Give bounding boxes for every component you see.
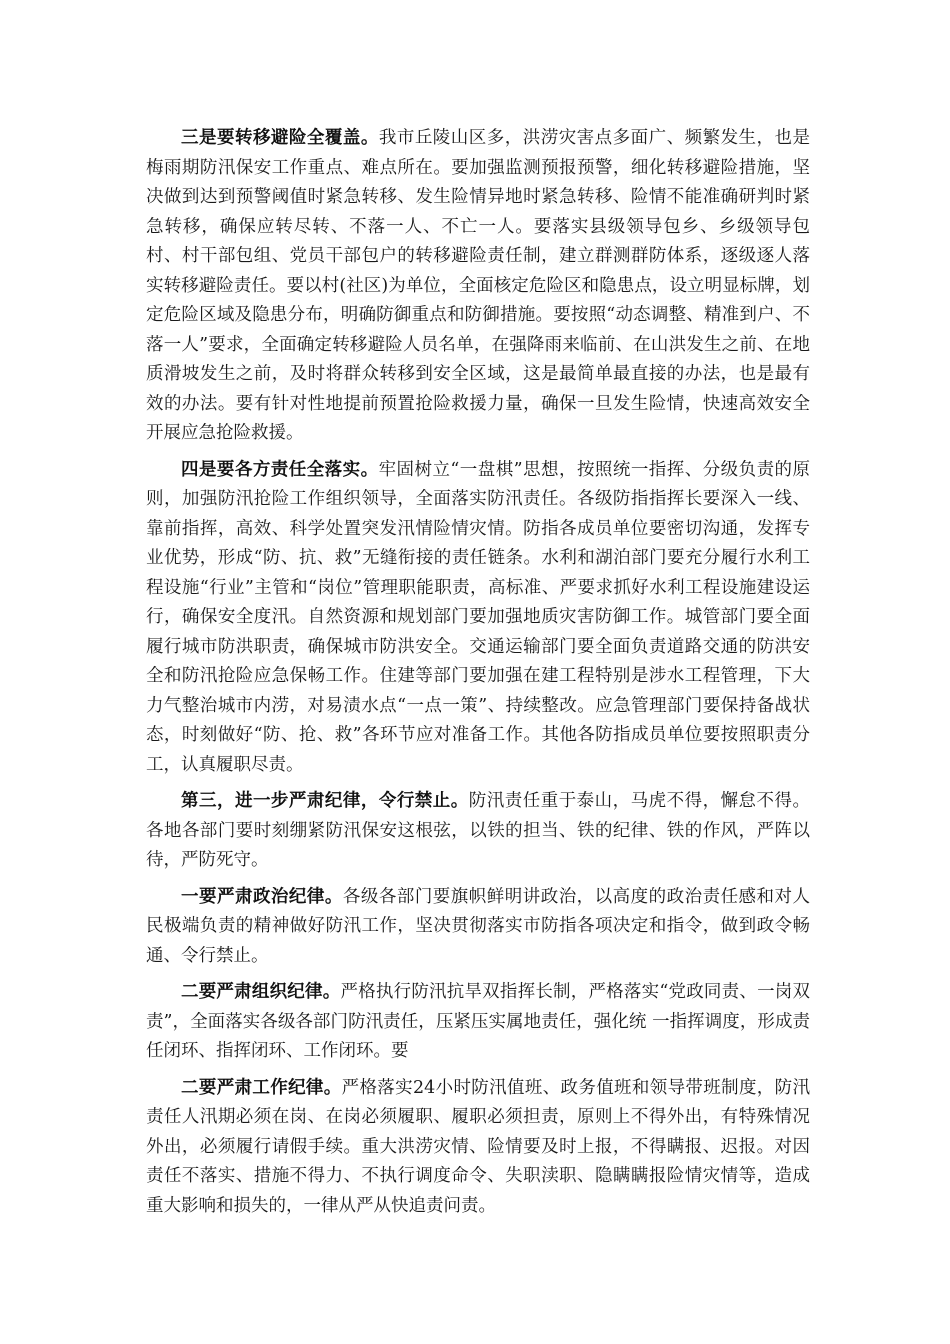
paragraph-heading: 二要严肃组织纪律。	[181, 982, 341, 1002]
paragraph-discipline	[146, 787, 810, 876]
paragraph-heading: 第三，进一步严肃纪律，令行禁止。	[181, 791, 469, 811]
document-body	[146, 124, 810, 1228]
paragraph-text: 我市丘陵山区多，洪涝灾害点多面广、频繁发生，也是梅雨期防汛保安工作重点、难点所在。要加强监测预报预警，细化转移避险措施，坚决做到达到预警阈值时紧急转移、发生险情异地时紧急转移、险情不能准确研判时紧急转移，确保应转尽转、不落一人、不亡一人。要落实县级领导包乡、乡级领导包村、村干部包组、党员干部包户的转移避险责任制，建立群测群防体系，逐级逐人落实转移避险责任。要以村(社区)为单位，全面核定危险区和隐患点，设立明显标牌，划定危险区域及隐患分布，明确防御重点和防御措施。要按照“动态调整、精准到户、不落一人”要求，全面确定转移避险人员名单，在强降雨来临前、在山洪发生之前、在地质滑坡发生之前，及时将群众转移到安全区域，这是最简单最直接的办法，也是最有效的办法。要有针对性地提前预置抢险救援力量，确保一旦发生险情，快速高效安全开展应急抢险救援。	[146, 128, 811, 443]
paragraph-heading: 四是要各方责任全落实。	[181, 459, 379, 480]
paragraph-political-discipline	[146, 883, 810, 972]
paragraph-heading: 三是要转移避险全覆盖。	[181, 128, 379, 148]
paragraph-responsibility	[146, 456, 810, 781]
paragraph-text: 严格落实24小时防汛值班、政务值班和领导带班制度，防汛责任人汛期必须在岗、在岗必须履职、履职必须担责，原则上不得外出，有特殊情况外出，必须履行请假手续。重大洪涝灾情、险情要及时上报，不得瞒报、迟报。对因责任不落实、措施不得力、不执行调度命令、失职渎职、隐瞒瞒报险情灾情等，造成重大影响和损失的，一律从严从快追责问责。	[146, 1077, 810, 1216]
paragraph-organizational-discipline	[146, 978, 810, 1067]
paragraph-heading: 二要严肃工作纪律。	[181, 1077, 342, 1098]
paragraph-transfer-evacuation	[146, 124, 810, 449]
paragraph-text: 各级各部门要旗帜鲜明讲政治，以高度的政治责任感和对人民极端负责的精神做好防汛工作，坚决贯彻落实市防指各项决定和指令，做到政令畅通、令行禁止。	[146, 886, 811, 966]
paragraph-text: 防汛责任重于泰山，马虎不得，懈怠不得。各地各部门要时刻绷紧防汛保安这根弦，以铁的担当、铁的纪律、铁的作风，严阵以待，严防死守。	[146, 791, 810, 870]
paragraph-work-discipline	[146, 1074, 810, 1222]
paragraph-text: 严格执行防汛抗旱双指挥长制，严格落实“党政同责、一岗双责”，全面落实各级各部门防汛责任，压紧压实属地责任，强化统 一指挥调度，形成责任闭环、指挥闭环、工作闭环。要	[146, 982, 811, 1061]
paragraph-heading: 一要严肃政治纪律。	[181, 886, 343, 907]
paragraph-text: 牢固树立“一盘棋”思想，按照统一指挥、分级负责的原则，加强防汛抢险工作组织领导，全面落实防汛责任。各级防指指挥长要深入一线、靠前指挥，高效、科学处置突发汛情险情灾情。防指各成员单位要密切沟通，发挥专业优势，形成“防、抗、救”无缝衔接的责任链条。水利和湖泊部门要充分履行水利工程设施“行业”主管和“岗位”管理职能职责，高标准、严要求抓好水利工程设施建设运行，确保安全度汛。自然资源和规划部门要加强地质灾害防御工作。城管部门要全面履行城市防洪职责，确保城市防洪安全。交通运输部门要全面负责道路交通的防洪安全和防汛抢险应急保畅工作。住建等部门要加强在建工程特别是涉水工程管理，下大力气整治城市内涝，对易渍水点“一点一策”、持续整改。应急管理部门要保持备战状态，时刻做好“防、抢、救”各环节应对准备工作。其他各防指成员单位要按照职责分工，认真履职尽责。	[146, 459, 810, 775]
